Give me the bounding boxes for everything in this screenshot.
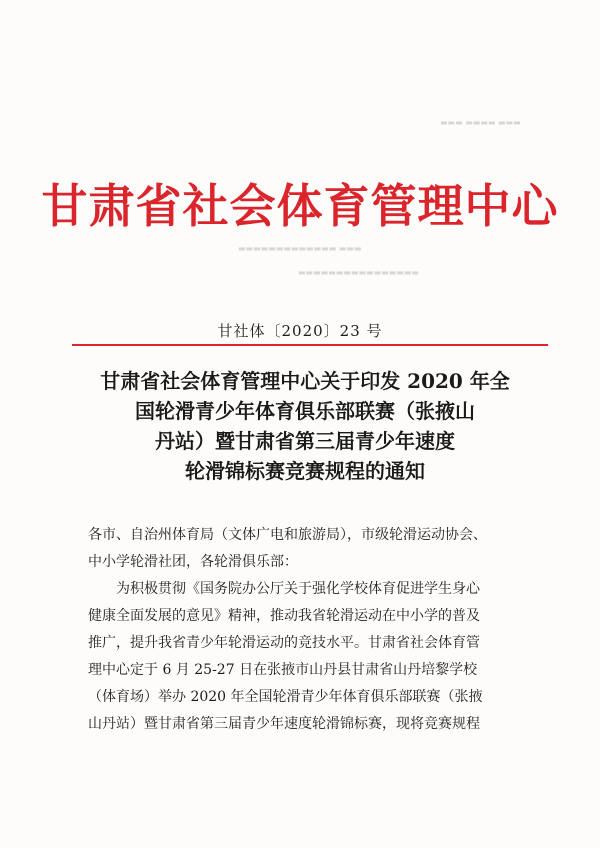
body-line: 山丹站）暨甘肃省第三届青少年速度轮滑锦标赛，现将竞赛规程	[88, 716, 480, 732]
bleed-through-mark: ▬▬▬ ▬▬▬▬ ▬▬▬	[440, 118, 521, 127]
body-line: （体育场）举办 2020 年全国轮滑青少年体育俱乐部联赛（张掖	[88, 689, 483, 705]
title-line: 轮滑锦标赛竞赛规程的通知	[185, 459, 425, 483]
body-line: 为积极贯彻《国务院办公厅关于强化学校体育促进学生身心	[116, 581, 480, 597]
document-number: 甘社体〔2020〕23 号	[217, 322, 383, 340]
bleed-through-mark: ▬▬▬▬▬▬▬▬▬▬▬▬▬ ▬▬▬	[238, 244, 362, 253]
title-line: 国轮滑青少年体育俱乐部联赛（张掖山	[135, 399, 475, 423]
body-line: 理中心定于 6 月 25-27 日在张掖市山丹县甘肃省山丹培黎学校	[88, 662, 478, 678]
document-body	[88, 522, 548, 738]
title-line: 甘肃省社会体育管理中心关于印发 2020 年全	[100, 369, 510, 393]
title-line: 丹站）暨甘肃省第三届青少年速度	[155, 429, 455, 453]
body-line: 健康全面发展的意见》精神，推动我省轮滑运动在中小学的普及	[88, 608, 480, 624]
body-line: 推广，提升我省青少年轮滑运动的竞技水平。甘肃省社会体育管	[88, 635, 480, 651]
addressee-line: 各市、自治州体育局（文体广电和旅游局），市级轮滑运动协会、	[88, 527, 487, 543]
org-header: 甘肃省社会体育管理中心	[41, 179, 559, 233]
addressee-line: 中小学轮滑社团，各轮滑俱乐部：	[88, 554, 298, 570]
red-divider-line	[72, 344, 548, 346]
document-title	[60, 366, 550, 486]
bleed-through-mark: ▬▬▬▬▬▬▬▬▬▬▬▬▬▬▬▬	[298, 268, 419, 277]
